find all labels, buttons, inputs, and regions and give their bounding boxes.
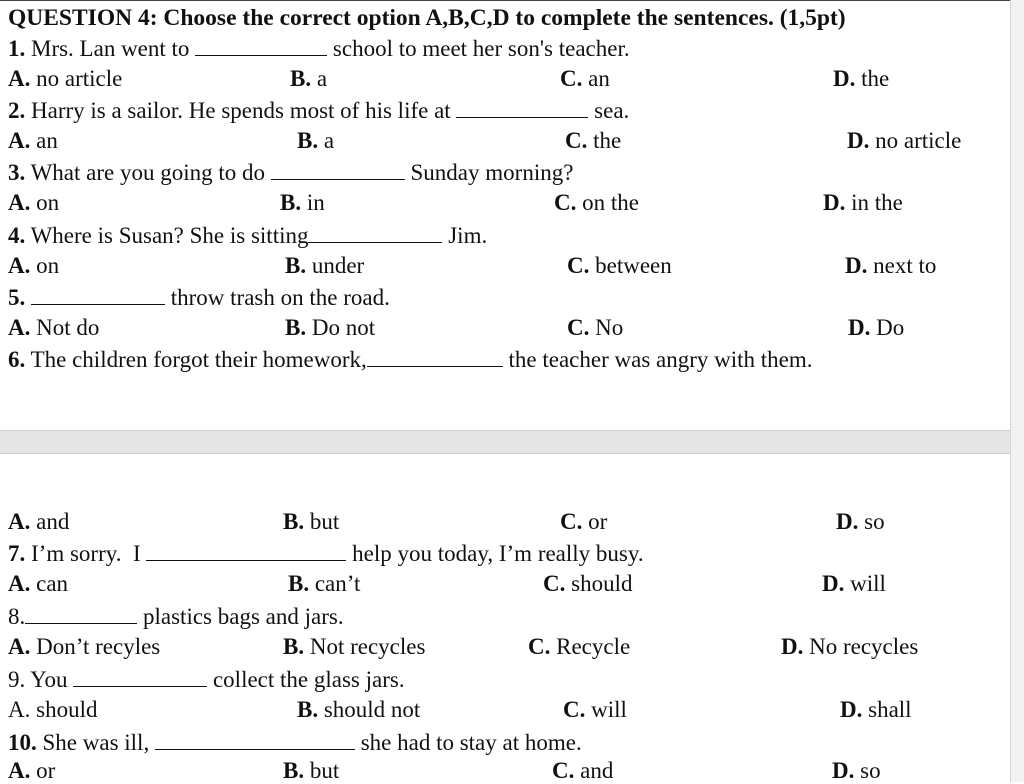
option-d: D. no article — [847, 128, 962, 153]
question-text-before: You — [30, 667, 68, 692]
question-text-before: I’m sorry. I — [31, 541, 141, 566]
option-a: A. no article — [8, 66, 123, 91]
option-b: B. under — [285, 253, 365, 278]
option-c: C. on the — [554, 190, 639, 215]
question-text-after: plastics bags and jars. — [143, 604, 344, 629]
option-c: C. the — [565, 128, 622, 153]
answer-blank — [367, 346, 503, 367]
option-c: C. and — [552, 758, 614, 783]
question-text-before: Where is Susan? She is sitting — [30, 223, 309, 248]
page-break-divider — [0, 430, 1010, 454]
option-c: C. or — [560, 509, 608, 534]
question-2 — [8, 97, 629, 123]
option-b: B. should not — [297, 697, 421, 722]
question-5 — [8, 284, 390, 310]
option-a: A. Not do — [8, 315, 100, 340]
answer-blank — [308, 222, 442, 243]
answer-blank — [25, 603, 137, 624]
option-b: B. but — [283, 509, 340, 534]
question-number: 8. — [8, 604, 26, 629]
option-c: C. will — [563, 697, 627, 722]
option-b: B. can’t — [288, 571, 361, 596]
question-text-after: throw trash on the road. — [170, 285, 390, 310]
question-4 — [8, 222, 487, 248]
option-b: B. a — [290, 66, 328, 91]
question-3 — [8, 159, 573, 185]
question-number: 6. — [8, 347, 26, 372]
option-c: C. No — [567, 315, 624, 340]
question-number: 7. — [8, 541, 26, 566]
option-b: B. in — [280, 190, 325, 215]
question-number: 9. — [8, 667, 26, 692]
option-b: B. a — [297, 128, 335, 153]
answer-blank — [155, 729, 355, 750]
option-d: D. so — [832, 758, 881, 783]
option-a: A. and — [8, 509, 70, 534]
option-c: C. an — [560, 66, 610, 91]
option-a: A. or — [8, 758, 56, 783]
top-rule — [0, 0, 1010, 1]
option-d: D. Do — [848, 315, 905, 340]
question-title: QUESTION 4: Choose the correct option A,B,C,D to complete the sentences. (1,5pt) — [8, 5, 846, 31]
option-c: C. between — [567, 253, 672, 278]
question-7 — [8, 540, 644, 566]
question-text-after: Jim. — [448, 223, 488, 248]
page-edge — [1010, 0, 1024, 782]
question-number: 5. — [8, 285, 26, 310]
question-text-before: She was ill, — [42, 730, 150, 755]
question-text-before: Harry is a sailor. He spends most of his life at — [31, 98, 451, 123]
question-number: 3. — [8, 160, 26, 185]
question-number: 1. — [8, 36, 26, 61]
option-a: A. on — [8, 190, 60, 215]
question-number: 2. — [8, 98, 26, 123]
question-8 — [8, 603, 344, 629]
answer-blank — [73, 666, 207, 687]
option-b: B. but — [283, 758, 340, 783]
question-text-after: the teacher was angry with them. — [508, 347, 813, 372]
option-d: D. shall — [840, 697, 912, 722]
answer-blank — [195, 35, 327, 56]
option-a: A. should — [8, 697, 98, 722]
answer-blank — [31, 284, 165, 305]
option-d: D. in the — [823, 190, 903, 215]
option-c: C. should — [543, 571, 633, 596]
question-text-before: What are you going to do — [30, 160, 266, 185]
option-a: A. on — [8, 253, 60, 278]
option-c: C. Recycle — [528, 634, 631, 659]
option-d: D. will — [822, 571, 886, 596]
answer-blank — [456, 97, 588, 118]
option-b: B. Do not — [285, 315, 376, 340]
option-a: A. Don’t recyles — [8, 634, 161, 659]
question-text-before: The children forgot their homework, — [30, 347, 367, 372]
option-b: B. Not recycles — [283, 634, 426, 659]
option-d: D. the — [833, 66, 890, 91]
question-10 — [8, 729, 582, 755]
answer-blank — [146, 540, 346, 561]
option-d: D. No recycles — [781, 634, 919, 659]
question-text-after: Sunday morning? — [410, 160, 574, 185]
question-text-after: school to meet her son's teacher. — [332, 36, 630, 61]
question-text-after: collect the glass jars. — [212, 667, 405, 692]
question-text-before: Mrs. Lan went to — [31, 36, 190, 61]
question-number: 4. — [8, 223, 26, 248]
option-d: D. next to — [845, 253, 937, 278]
option-d: D. so — [836, 509, 885, 534]
question-number: 10. — [8, 730, 37, 755]
question-text-after: help you today, I’m really busy. — [352, 541, 644, 566]
option-a: A. an — [8, 128, 58, 153]
question-6 — [8, 346, 813, 372]
question-text-after: she had to stay at home. — [360, 730, 582, 755]
answer-blank — [271, 159, 405, 180]
option-a: A. can — [8, 571, 69, 596]
question-text-after: sea. — [594, 98, 630, 123]
question-1 — [8, 35, 630, 61]
question-9 — [8, 666, 405, 692]
